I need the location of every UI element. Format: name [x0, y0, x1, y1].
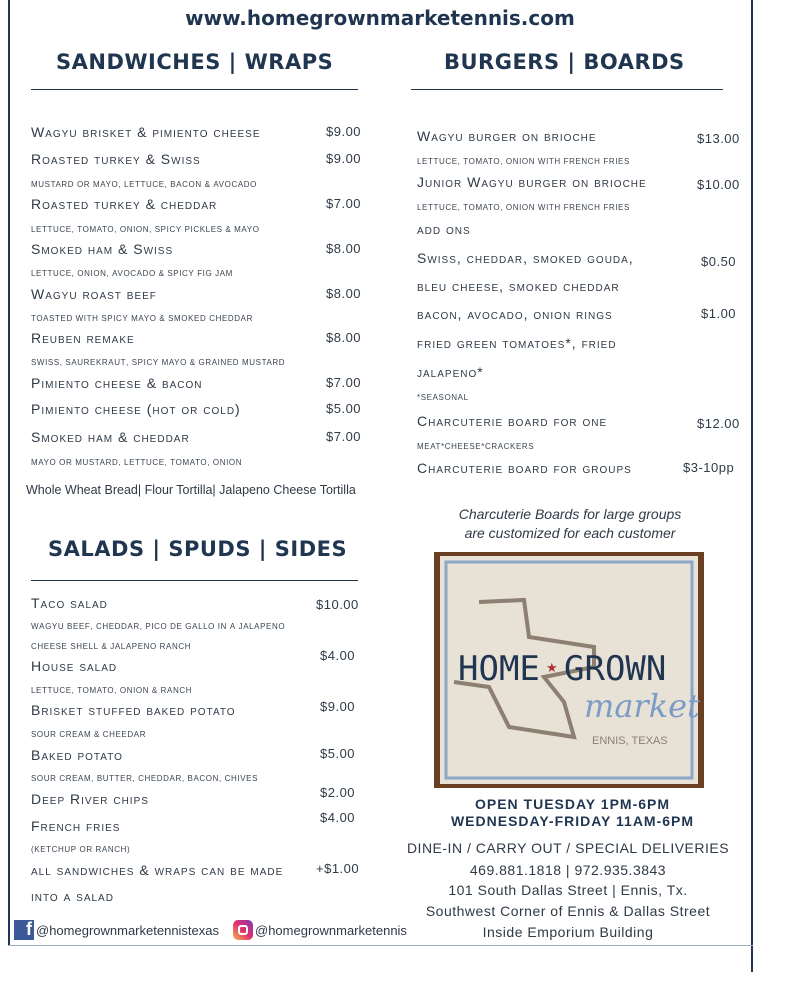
home-grown-market-logo	[434, 552, 704, 788]
menu-item-price: $9.00	[320, 699, 356, 714]
menu-item-price: $1.00	[701, 306, 737, 321]
facebook-handle: @homegrownmarketennistexas	[36, 922, 220, 938]
menu-item-name: all sandwiches & wraps can be made	[31, 862, 284, 878]
menu-item-name: Swiss, cheddar, smoked gouda,	[417, 250, 634, 266]
menu-item-description: lettuce, tomato, onion, spicy pickles & mayo	[31, 223, 260, 235]
menu-item-description: *Seasonal	[417, 391, 469, 403]
menu-item-name: Taco salad	[31, 595, 108, 611]
burgers-heading: BURGERS | BOARDS	[444, 50, 685, 74]
menu-item-price: $7.00	[326, 375, 362, 390]
salads-divider	[31, 580, 358, 581]
menu-item-name: bacon, avocado, onion rings	[417, 306, 613, 322]
frame-right-border	[751, 0, 753, 972]
menu-item-name: Roasted turkey & Swiss	[31, 151, 201, 167]
frame-left-border	[8, 0, 10, 946]
menu-item-price: $8.00	[326, 330, 362, 345]
facebook-link[interactable]	[14, 920, 219, 940]
menu-item-name: Smoked ham & Swiss	[31, 241, 174, 257]
hours-line1: OPEN TUESDAY 1PM-6PM	[474, 796, 671, 812]
menu-item-name: into a salad	[31, 888, 114, 904]
menu-item-price: $4.00	[320, 810, 356, 825]
menu-item-name: fried green tomatoes*, fried	[417, 335, 617, 351]
menu-item-price: $9.00	[326, 124, 362, 139]
menu-item-description: toasted with spicy mayo & smoked cheddar	[31, 312, 253, 324]
menu-item-name: Wagyu brisket & pimiento cheese	[31, 124, 261, 140]
menu-item-price: $8.00	[326, 241, 362, 256]
menu-item-name: add ons	[417, 221, 471, 237]
website-url[interactable]: www.homegrownmarketennis.com	[185, 6, 575, 30]
menu-item-description: (ketchup or ranch)	[31, 843, 131, 855]
menu-item-description: lettuce, tomato, onion & ranch	[31, 684, 193, 696]
menu-item-price: $3-10pp	[683, 460, 735, 475]
menu-item-price: $9.00	[326, 151, 362, 166]
logo-market-text: market	[584, 687, 700, 725]
menu-item-name: Charcuterie board for groups	[417, 460, 632, 476]
instagram-handle: @homegrownmarketennis	[255, 922, 407, 938]
menu-item-name: bleu cheese, smoked cheddar	[417, 278, 620, 294]
menu-item-description: sour cream, butter, cheddar, bacon, chives	[31, 772, 259, 784]
menu-item-price: $4.00	[320, 648, 356, 663]
menu-item-name: Roasted turkey & cheddar	[31, 196, 218, 212]
menu-item-name: French fries	[31, 818, 121, 834]
menu-item-price: $5.00	[326, 401, 362, 416]
menu-item-description: meat*Cheese*crackers	[417, 440, 535, 452]
menu-item-price: $7.00	[326, 429, 362, 444]
instagram-link[interactable]	[233, 920, 407, 940]
menu-item-name: Wagyu roast beef	[31, 286, 157, 302]
menu-item-name: Junior Wagyu burger on brioche	[417, 174, 647, 190]
menu-item-price: $2.00	[320, 785, 356, 800]
menu-item-description: sour cream & cheedar	[31, 728, 147, 740]
logo-grown-text: GROWN	[564, 649, 667, 689]
menu-item-name: Wagyu burger on brioche	[417, 128, 597, 144]
address: 101 South Dallas Street | Ennis, Tx.	[448, 882, 688, 898]
sandwiches-heading: SANDWICHES | WRAPS	[56, 50, 334, 74]
menu-item-price: $0.50	[701, 254, 737, 269]
logo-location-text: ENNIS, TEXAS	[592, 735, 668, 747]
menu-item-description: mustard or mayo, lettuce, bacon & avocado	[31, 178, 257, 190]
salads-heading: SALADS | SPUDS | SIDES	[48, 537, 348, 561]
menu-item-price: $7.00	[326, 196, 362, 211]
menu-item-name: Pimiento cheese (hot or cold)	[31, 401, 241, 417]
menu-item-name: jalapeno*	[417, 364, 484, 380]
menu-item-price: +$1.00	[316, 861, 360, 876]
sandwiches-divider	[31, 89, 358, 90]
charcuterie-note-line2: are customized for each customer	[464, 525, 676, 541]
bread-options: Whole Wheat Bread| Flour Tortilla| Jalapeno Cheese Tortilla	[26, 483, 356, 497]
frame-bottom-border	[8, 945, 753, 946]
menu-item-price: $8.00	[326, 286, 362, 301]
menu-item-description: lettuce, tomato, onion with french fries	[417, 155, 630, 167]
star-icon: ★	[546, 660, 558, 675]
menu-item-name: Brisket stuffed baked potato	[31, 702, 236, 718]
logo-home-text: HOME	[458, 649, 540, 689]
service-options: DINE-IN / CARRY OUT / SPECIAL DELIVERIES	[406, 840, 730, 856]
menu-item-price: $5.00	[320, 746, 356, 761]
hours-line2: WEDNESDAY-FRIDAY 11AM-6PM	[450, 813, 695, 829]
menu-item-description: mayo or mustard, lettuce, tomato, onion	[31, 456, 243, 468]
menu-item-name: Baked potato	[31, 747, 123, 763]
menu-item-description: lettuce, tomato, onion with french fries	[417, 201, 630, 213]
menu-item-description: lettuce, onion, avocado & spicy fig jam	[31, 267, 233, 279]
phone-numbers[interactable]: 469.881.1818 | 972.935.3843	[469, 862, 667, 878]
menu-item-price: $10.00	[697, 177, 740, 192]
burgers-divider	[411, 89, 723, 90]
menu-item-description: cheese shell & jalapeno ranch	[31, 640, 192, 652]
instagram-icon	[233, 920, 253, 940]
charcuterie-note-line1: Charcuterie Boards for large groups	[458, 506, 682, 522]
menu-item-name: Smoked ham & cheddar	[31, 429, 190, 445]
menu-item-name: House salad	[31, 658, 118, 674]
menu-item-name: Charcuterie board for one	[417, 413, 608, 429]
menu-item-description: Wagyu beef, cheddar, pico de gallo in a jalapeno	[31, 620, 286, 632]
menu-item-name: Deep River chips	[31, 791, 149, 807]
menu-item-name: Reuben remake	[31, 330, 135, 346]
facebook-icon: f	[14, 920, 34, 940]
address-corner: Southwest Corner of Ennis & Dallas Street	[425, 903, 711, 919]
menu-item-price: $10.00	[316, 597, 359, 612]
menu-item-price: $13.00	[697, 131, 740, 146]
menu-item-name: Pimiento cheese & bacon	[31, 375, 203, 391]
address-building: Inside Emporium Building	[482, 924, 654, 940]
menu-item-price: $12.00	[697, 416, 740, 431]
menu-item-description: swiss, saurekraut, spicy mayo & grained mustard	[31, 356, 286, 368]
